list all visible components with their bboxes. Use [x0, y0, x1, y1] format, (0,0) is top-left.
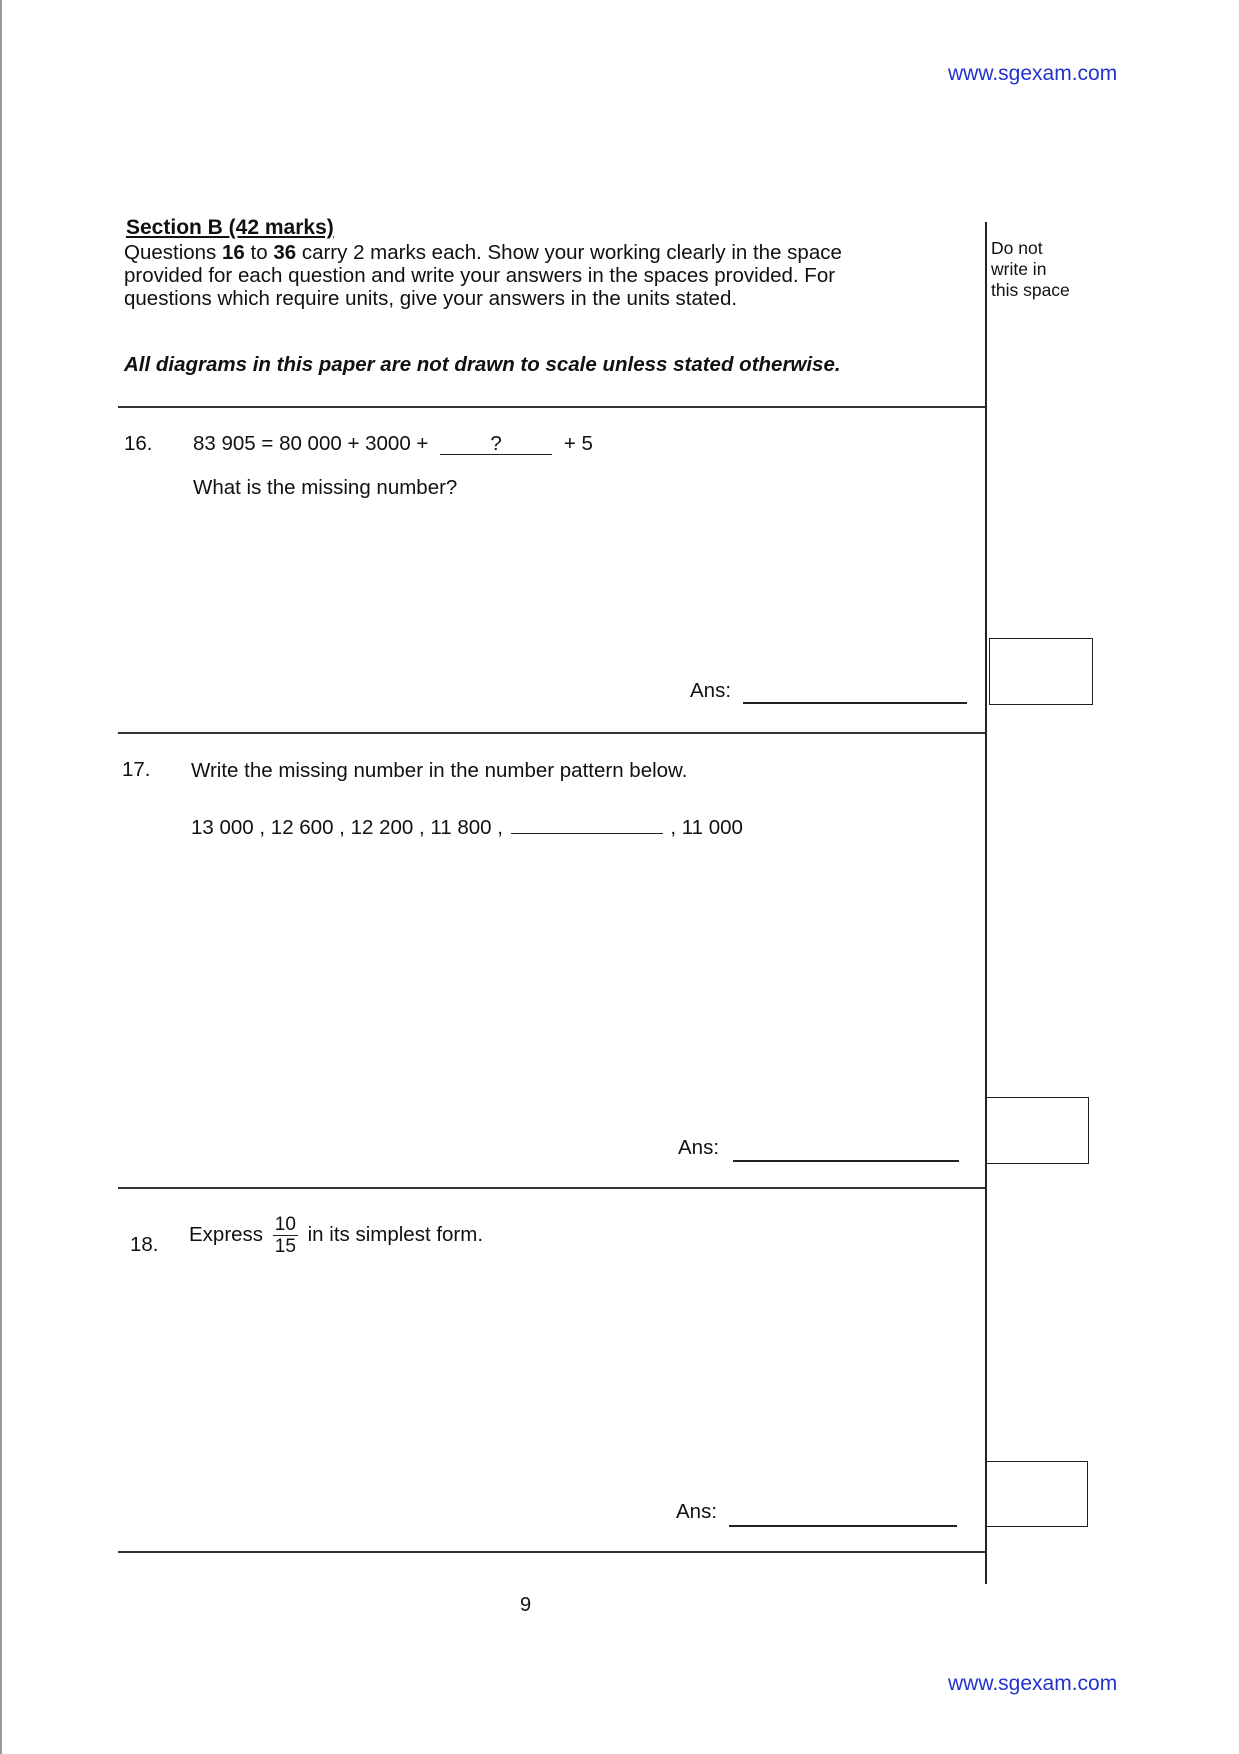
question-16-answer-line[interactable]: [743, 702, 967, 704]
instructions-line-1: Questions 16 to 36 carry 2 marks each. Show your working clearly in the space: [124, 241, 842, 264]
page-number: 9: [520, 1594, 532, 1616]
margin-rule: [985, 222, 987, 1584]
separator-q18: [118, 1551, 985, 1553]
question-17-answer-line[interactable]: [733, 1160, 959, 1162]
header-url[interactable]: www.sgexam.com: [948, 62, 1118, 85]
margin-note-line-1: Do not: [991, 238, 1043, 258]
section-instructions: [124, 241, 954, 310]
question-18-prompt-before: Express: [189, 1222, 264, 1246]
question-16-answer-label: Ans:: [690, 679, 732, 702]
question-16-equation: [193, 432, 593, 456]
question-16-blank: ?: [440, 434, 552, 455]
diagrams-note: All diagrams in this paper are not drawn to scale unless stated otherwise.: [124, 353, 841, 376]
footer-url[interactable]: www.sgexam.com: [948, 1672, 1118, 1695]
question-17-prompt: Write the missing number in the number pattern below.: [191, 759, 688, 782]
question-17-pattern-left: 13 000 , 12 600 , 12 200 , 11 800 ,: [191, 816, 503, 839]
question-18-fraction: [273, 1214, 298, 1257]
margin-note-line-3: this space: [991, 280, 1070, 300]
separator-top: [118, 406, 985, 408]
fraction-denominator: 15: [274, 1236, 296, 1257]
section-title: Section B (42 marks): [126, 216, 334, 239]
question-18-answer-line[interactable]: [729, 1525, 957, 1527]
margin-note: [991, 238, 1070, 301]
page-edge: [0, 0, 2, 1754]
question-18-number: 18.: [130, 1233, 159, 1256]
separator-q16: [118, 732, 985, 734]
margin-note-line-2: write in: [991, 259, 1047, 279]
question-18-prompt: [189, 1214, 483, 1257]
fraction-numerator: 10: [274, 1214, 296, 1235]
question-17-pattern-right: , 11 000: [670, 816, 743, 839]
question-16-mark-box: [989, 638, 1093, 705]
question-17-mark-box: [985, 1097, 1089, 1164]
question-16-equation-left: 83 905 = 80 000 + 3000 +: [193, 432, 429, 455]
question-17-pattern: [191, 816, 743, 840]
question-16-equation-right: + 5: [563, 432, 593, 455]
instructions-line-2: provided for each question and write your answers in the spaces provided. For: [124, 264, 836, 287]
question-17-blank: [511, 833, 663, 834]
question-18-answer-label: Ans:: [676, 1500, 718, 1523]
question-17-answer-label: Ans:: [678, 1136, 720, 1159]
instructions-line-3: questions which require units, give your answers in the units stated.: [124, 287, 738, 310]
question-18-mark-box: [985, 1461, 1088, 1527]
question-16-number: 16.: [124, 432, 153, 455]
question-16-prompt: What is the missing number?: [193, 476, 458, 499]
question-18-prompt-after: in its simplest form.: [307, 1222, 484, 1246]
question-17-number: 17.: [122, 758, 151, 781]
separator-q17: [118, 1187, 985, 1189]
